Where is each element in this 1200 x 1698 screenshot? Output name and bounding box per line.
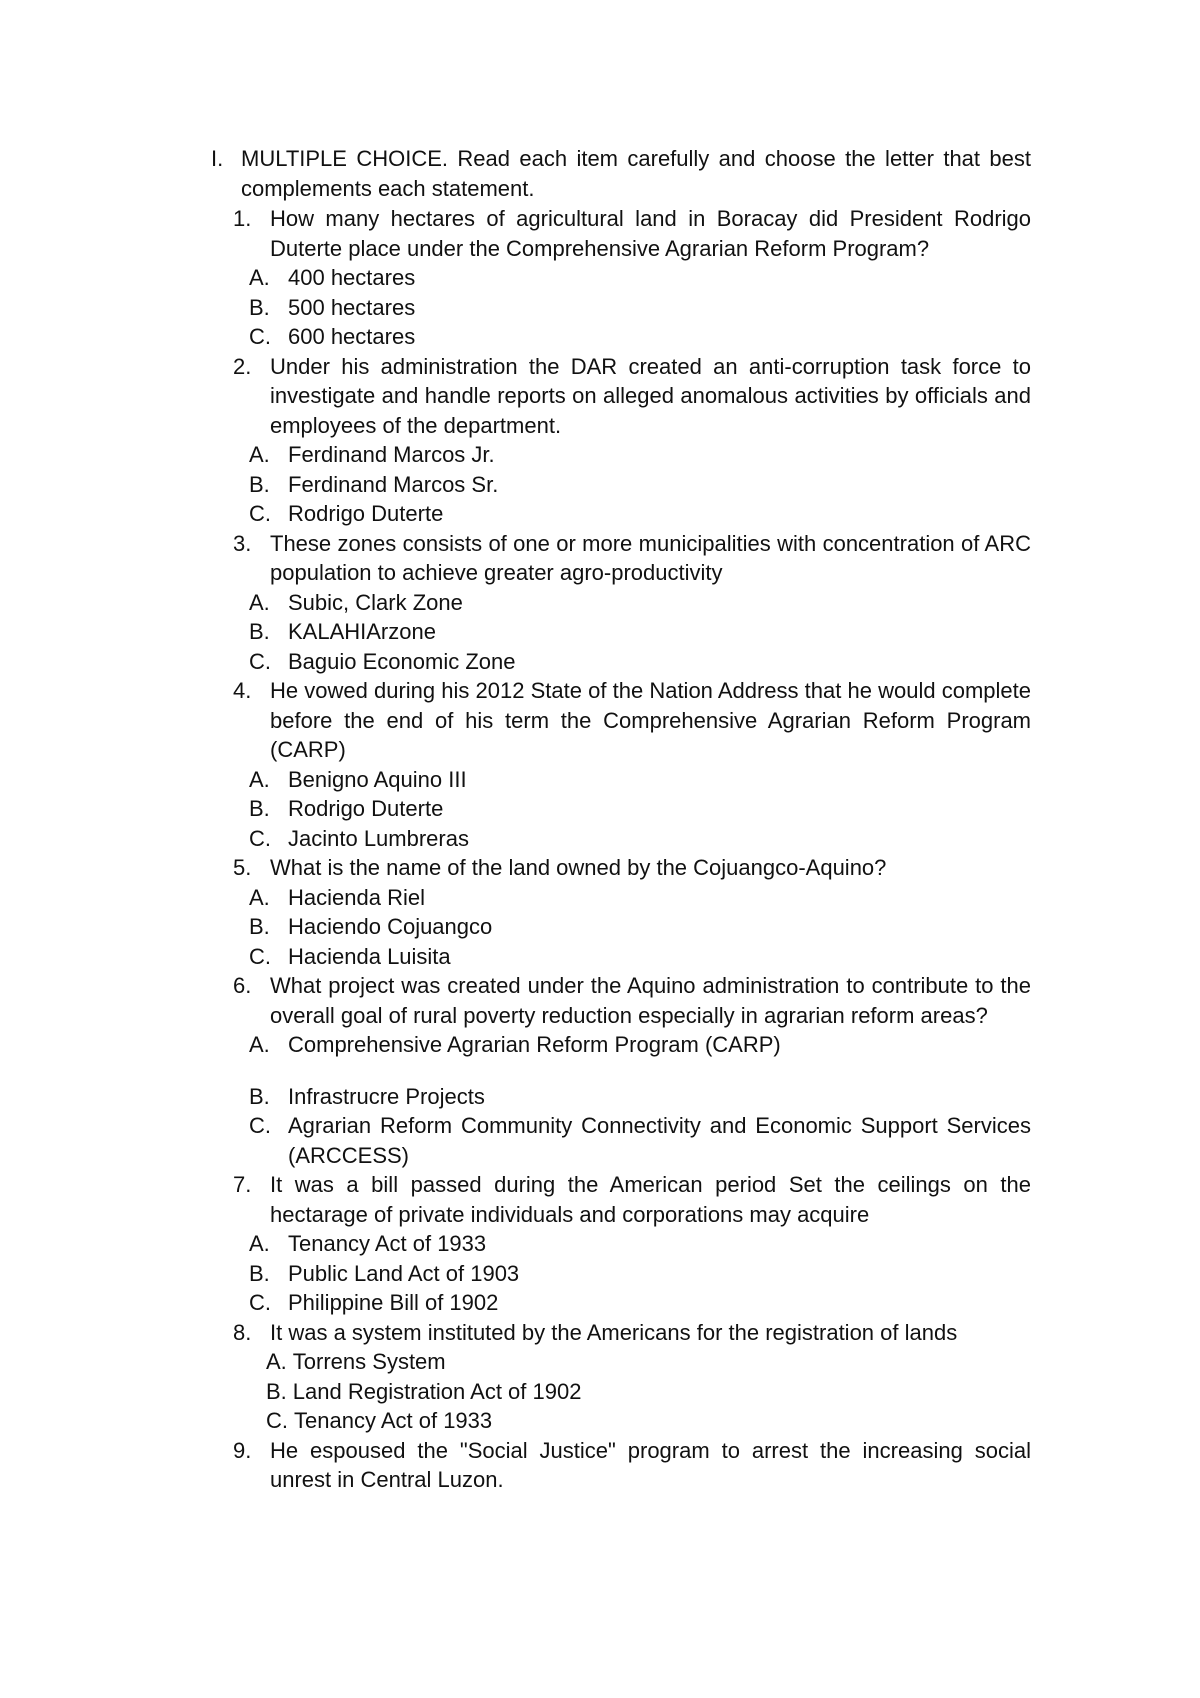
option-item [211, 1406, 1031, 1436]
option-text: Jacinto Lumbreras [288, 825, 469, 851]
option-letter: A. [249, 1231, 270, 1256]
option-letter: B. [249, 1083, 270, 1109]
question-list [211, 204, 1031, 1495]
option-list [211, 263, 1031, 352]
option-text: Hacienda Riel [288, 884, 425, 910]
option-item [211, 440, 1031, 470]
option-letter: A. [249, 589, 270, 615]
question-number: 8. [233, 1319, 252, 1345]
question-text: Under his administration the DAR created an anti-corruption task force to investigate and handle reports on alleged anomalous activities by officials and employees of the department. [270, 353, 1031, 438]
option-list [211, 1347, 1031, 1436]
option-text: Philippine Bill of 1902 [288, 1290, 499, 1315]
option-text: Agrarian Reform Community Connectivity and Economic Support Services (ARCCESS) [288, 1113, 1031, 1168]
option-text: Tenancy Act of 1933 [288, 1231, 487, 1256]
question-number: 4. [233, 678, 252, 703]
option-item [211, 263, 1031, 293]
option-text: Rodrigo Duterte [288, 501, 444, 526]
option-item [211, 470, 1031, 500]
question-number: 3. [233, 530, 252, 556]
question-number: 9. [233, 1437, 252, 1463]
option-list [211, 883, 1031, 972]
question-text: How many hectares of agricultural land in Boracay did President Rodrigo Duterte place under the Comprehensive Agrarian Reform Program? [270, 206, 1031, 261]
option-item [211, 322, 1031, 352]
option-letter: A. [249, 766, 270, 792]
question-item [211, 1170, 1031, 1229]
option-item [211, 1229, 1031, 1259]
option-item [211, 1030, 1031, 1060]
option-list [211, 588, 1031, 677]
section-instruction: MULTIPLE CHOICE. Read each item carefully and choose the letter that best complements each statement. [241, 146, 1031, 201]
option-text: Haciendo Cojuangco [288, 914, 493, 939]
option-letter: A. [249, 265, 270, 290]
section-heading [211, 144, 1031, 203]
option-text: Rodrigo Duterte [288, 796, 444, 821]
option-item [211, 499, 1031, 529]
option-text: 600 hectares [288, 324, 416, 349]
option-item [211, 912, 1031, 942]
question-item [211, 676, 1031, 765]
question-item [211, 1436, 1031, 1495]
exam-content [211, 144, 1031, 1495]
option-item [211, 1082, 1031, 1112]
option-letter: C. [249, 1113, 271, 1138]
question-text: He espoused the "Social Justice" program to arrest the increasing social unrest in Central Luzon. [270, 1437, 1031, 1492]
option-letter: A. [249, 884, 270, 910]
option-item [211, 1347, 1031, 1377]
question-item [211, 204, 1031, 263]
option-item [211, 647, 1031, 677]
option-letter: C. [249, 648, 271, 674]
option-letter: A. [249, 442, 270, 467]
option-letter: B. [249, 471, 270, 497]
question-number: 2. [233, 353, 252, 379]
question-item [211, 352, 1031, 441]
option-list [211, 1229, 1031, 1318]
question-text: What is the name of the land owned by the Cojuangco-Aquino? [270, 855, 887, 880]
option-text: Comprehensive Agrarian Reform Program (CARP) [288, 1032, 781, 1057]
option-letter: C. [266, 1408, 288, 1433]
option-letter: B. [266, 1378, 287, 1404]
option-letter: B. [249, 914, 270, 939]
question-item [211, 1318, 1031, 1348]
option-text: Subic, Clark Zone [288, 589, 463, 615]
option-letter: C. [249, 324, 271, 349]
section-numeral: I. [211, 146, 224, 171]
option-list [211, 440, 1031, 529]
option-item [211, 1259, 1031, 1289]
option-letter: C. [249, 501, 271, 526]
option-letter: A. [266, 1349, 287, 1374]
option-letter: B. [249, 796, 270, 821]
option-item [211, 588, 1031, 618]
option-letter: B. [249, 619, 270, 644]
option-item [211, 824, 1031, 854]
option-text: 400 hectares [288, 265, 416, 290]
option-text: 500 hectares [288, 294, 416, 320]
question-text: He vowed during his 2012 State of the Nation Address that he would complete before the end of his term the Comprehensive Agrarian Reform Program (CARP) [270, 678, 1031, 762]
question-item [211, 853, 1031, 883]
option-list [211, 765, 1031, 854]
option-item [211, 617, 1031, 647]
option-letter: C. [249, 1290, 271, 1315]
question-text: It was a bill passed during the American period Set the ceilings on the hectarage of private individuals and corporations may acquire [270, 1172, 1031, 1227]
option-text: Ferdinand Marcos Sr. [288, 471, 499, 497]
question-number: 7. [233, 1172, 252, 1197]
option-item [211, 1111, 1031, 1170]
option-text: Ferdinand Marcos Jr. [288, 442, 495, 467]
option-item [211, 1288, 1031, 1318]
option-letter: C. [249, 825, 271, 851]
option-item [211, 293, 1031, 323]
question-number: 1. [233, 206, 252, 231]
question-text: It was a system instituted by the Americans for the registration of lands [270, 1319, 958, 1345]
question-text: These zones consists of one or more municipalities with concentration of ARC population to achieve greater agro-productivity [270, 530, 1031, 585]
option-text: Tenancy Act of 1933 [294, 1408, 493, 1433]
option-item [211, 1377, 1031, 1407]
option-text: KALAHIArzone [288, 619, 436, 644]
question-number: 6. [233, 973, 252, 998]
option-letter: A. [249, 1032, 270, 1057]
option-letter: B. [249, 294, 270, 320]
option-text: Public Land Act of 1903 [288, 1260, 520, 1286]
question-text: What project was created under the Aquino administration to contribute to the overall goal of rural poverty reduction especially in agrarian reform areas? [270, 973, 1031, 1028]
option-text: Hacienda Luisita [288, 943, 451, 969]
question-item [211, 529, 1031, 588]
option-item [211, 765, 1031, 795]
option-item [211, 883, 1031, 913]
option-text: Torrens System [292, 1349, 446, 1374]
option-item [211, 794, 1031, 824]
option-text: Baguio Economic Zone [288, 648, 516, 674]
question-item [211, 971, 1031, 1030]
option-letter: B. [249, 1260, 270, 1286]
option-item [211, 942, 1031, 972]
option-list [211, 1030, 1031, 1170]
option-text: Infrastrucre Projects [288, 1083, 485, 1109]
option-text: Land Registration Act of 1902 [292, 1378, 582, 1404]
option-letter: C. [249, 943, 271, 969]
question-number: 5. [233, 855, 252, 880]
option-text: Benigno Aquino III [288, 766, 467, 792]
